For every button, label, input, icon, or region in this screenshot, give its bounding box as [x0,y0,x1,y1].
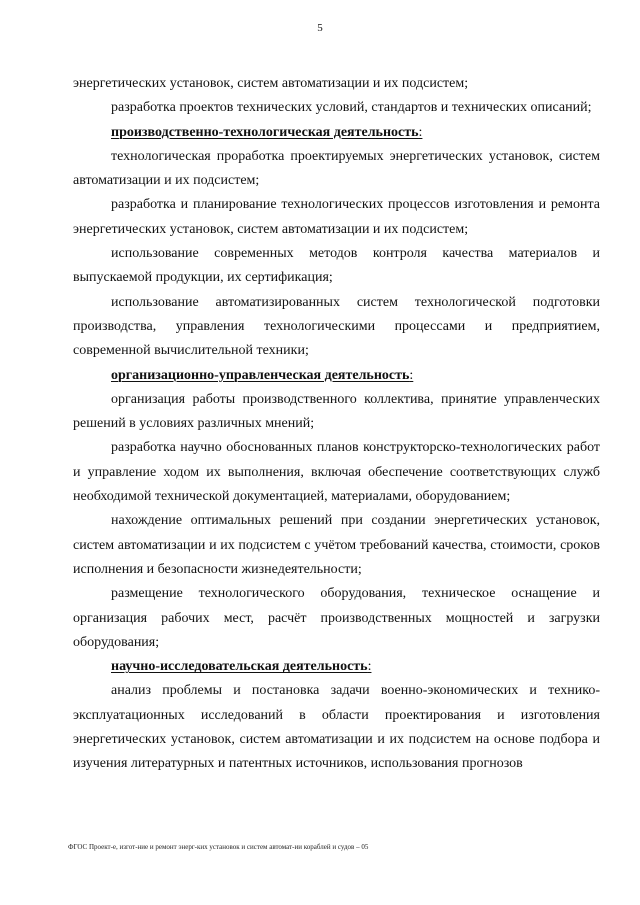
section-heading [73,121,600,145]
list-paragraph: организация работы производственного коллектива, принятие управленческих решений в условиях различных мнений; [73,391,600,432]
list-paragraph: разработка научно обоснованных планов конструкторско-технологических работ и управление ходом их выполнения, включая обеспечение соответствующих служб необходимой технической документацией, материалами, оборудованием; [73,440,600,505]
list-paragraph: технологическая проработка проектируемых энергетических установок, систем автоматизации и их подсистем; [73,148,600,189]
list-paragraph: нахождение оптимальных решений при создании энергетических установок, систем автоматизации и их подсистем с учётом требований качества, стоимости, сроков исполнения и безопасности жизнедеятельности; [73,513,600,577]
paragraph-continuation: энергетических установок, систем автоматизации и их подсистем; [73,76,469,91]
section-heading-colon: : [409,367,414,383]
list-paragraph: анализ проблемы и постановка задачи военно-экономических и технико-эксплуатационных исследований в области проектирования и изготовления энергетических установок, систем автоматизации и их подсистем на основе подбора и изучения литературных и патентных источников, использования прогнозов [73,683,600,772]
section-heading-colon: : [418,124,423,140]
section-heading [73,364,600,388]
list-paragraph: разработка и планирование технологических процессов изготовления и ремонта энергетических установок, систем автоматизации и их подсистем; [73,197,600,237]
list-paragraph: размещение технологического оборудования, техническое оснащение и организация рабочих мест, расчёт производственных мощностей и загрузки оборудования; [73,586,600,650]
section-heading-text: производственно-технологическая деятельность [111,124,419,140]
list-paragraph: разработка проектов технических условий, стандартов и технических описаний; [111,100,592,116]
section-heading-text: организационно-управленческая деятельность [111,367,410,383]
section-heading-colon: : [367,659,372,675]
page-number: 5 [317,22,323,34]
list-paragraph: использование современных методов контроля качества материалов и выпускаемой продукции, их сертификация; [73,246,600,286]
list-paragraph: использование автоматизированных систем технологической подготовки производства, управления технологическими процессами и предприятием, современной вычислительной техники; [73,294,600,359]
page-footer: ФГОС Проект-е, изгот-ние и ремонт энерг-ких установок и систем автомат-ии кораблей и судов – 05 [68,843,369,851]
section-heading [73,655,600,679]
section-heading-text: научно-исследовательская деятельность [111,659,368,675]
document-body [73,72,600,777]
